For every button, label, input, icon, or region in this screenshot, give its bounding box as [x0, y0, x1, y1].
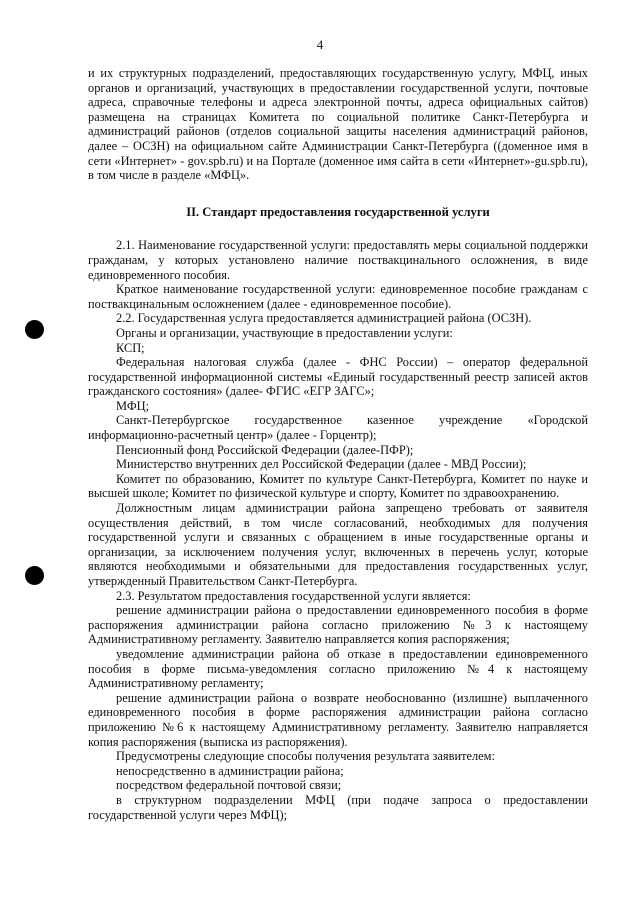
list-item-fns: Федеральная налоговая служба (далее - ФНС России) – оператор федеральной государственной информационной системы «Единый государственный реестр записей актов гражданского состояния» (далее- ФГИС «ЕГР ЗАГС»;: [88, 355, 588, 399]
paragraph-2-1: 2.1. Наименование государственной услуги: предоставлять меры социальной поддержки гражданам, у которых установлено наличие поствакцинального осложнения, в виде единовременного пособия.: [88, 238, 588, 282]
paragraph-2-2: 2.2. Государственная услуга предоставляется администрацией района (ОСЗН).: [116, 311, 532, 326]
list-item-mvd: Министерство внутренних дел Российской Федерации (далее - МВД России);: [116, 457, 527, 472]
document-body: [88, 66, 588, 822]
paragraph-delivery-methods: Предусмотрены следующие способы получения результата заявителем:: [116, 749, 495, 764]
list-item-gorcentr: Санкт-Петербургское государственное казенное учреждение «Городской информационно-расчетный центр» (далее - Горцентр);: [88, 413, 588, 443]
result-decision-refund: решение администрации района о возврате необоснованно (излишне) выплаченного единовременного пособия в форме распоряжения администрации района согласно приложению №6 к настоящему Административному регламенту. Заявителю направляется копия распоряжения (выписка из распоряжения).: [88, 690, 588, 749]
delivery-method-mfc: в структурном подразделении МФЦ (при подаче запроса о предоставлении государственной услуги через МФЦ);: [88, 792, 588, 822]
paragraph-short-name: Краткое наименование государственной услуги: единовременное пособие гражданам с поствакцинальным осложнением (далее - единовременное пособие).: [88, 282, 588, 311]
paragraph-2-3: 2.3. Результатом предоставления государственной услуги является:: [116, 588, 471, 603]
page-number: 4: [316, 37, 324, 52]
paragraph-participants-intro: Органы и организации, участвующие в предоставлении услуги:: [116, 325, 453, 340]
punch-hole-bottom: [25, 566, 44, 585]
delivery-method-admin: непосредственно в администрации района;: [116, 763, 344, 778]
list-item-committees: Комитет по образованию, Комитет по культуре Санкт-Петербурга, Комитет по науке и высшей школе; Комитет по физической культуре и спорту, Комитет по здравоохранению.: [88, 471, 588, 501]
list-item-mfc: МФЦ;: [116, 398, 150, 413]
delivery-method-post: посредством федеральной почтовой связи;: [116, 778, 342, 793]
result-decision-grant: решение администрации района о предоставлении единовременного пособия в форме распоряжения администрации района согласно приложению №3 к настоящему Административному регламенту. Заявителю направляется копия распоряжения;: [88, 603, 588, 647]
result-refusal-notice: уведомление администрации района об отказе в предоставлении единовременного пособия в форме письма-уведомления согласно приложению №4 к настоящему Административному регламенту;: [88, 646, 588, 691]
intro-paragraph: и их структурных подразделений, предоставляющих государственную услугу, МФЦ, иных органов и организаций, участвующих в предоставлении государственной услуги, почтовые адреса, справочные телефоны и адреса электронной почты, адреса официальных сайтов) размещена на страницах Комитета по социальной политике Санкт-Петербурга и администраций районов (отделов социальной защиты населения администраций районов, далее – ОСЗН) на официальном сайте Администрации Санкт-Петербурга ((доменное имя в сети «Интернет» - gov.spb.ru) и на Портале (доменное имя сайта в сети «Интернет»-gu.spb.ru), в том числе в разделе «МФЦ».: [88, 66, 588, 183]
paragraph-prohibition: Должностным лицам администрации района запрещено требовать от заявителя осуществления действий, в том числе согласований, необходимых для получения государственной услуги и связанных с обращением в иные государственные органы и организации, за исключением получения услуг, включенных в перечень услуг, которые являются необходимыми и обязательными для предоставления государственных услуг, утвержденный Правительством Санкт-Петербурга.: [88, 501, 588, 588]
list-item-pfr: Пенсионный фонд Российской Федерации (далее-ПФР);: [116, 442, 414, 457]
punch-hole-top: [25, 320, 44, 339]
list-item-ksp: КСП;: [116, 340, 145, 355]
section-title: II. Стандарт предоставления государственной услуги: [186, 204, 490, 219]
